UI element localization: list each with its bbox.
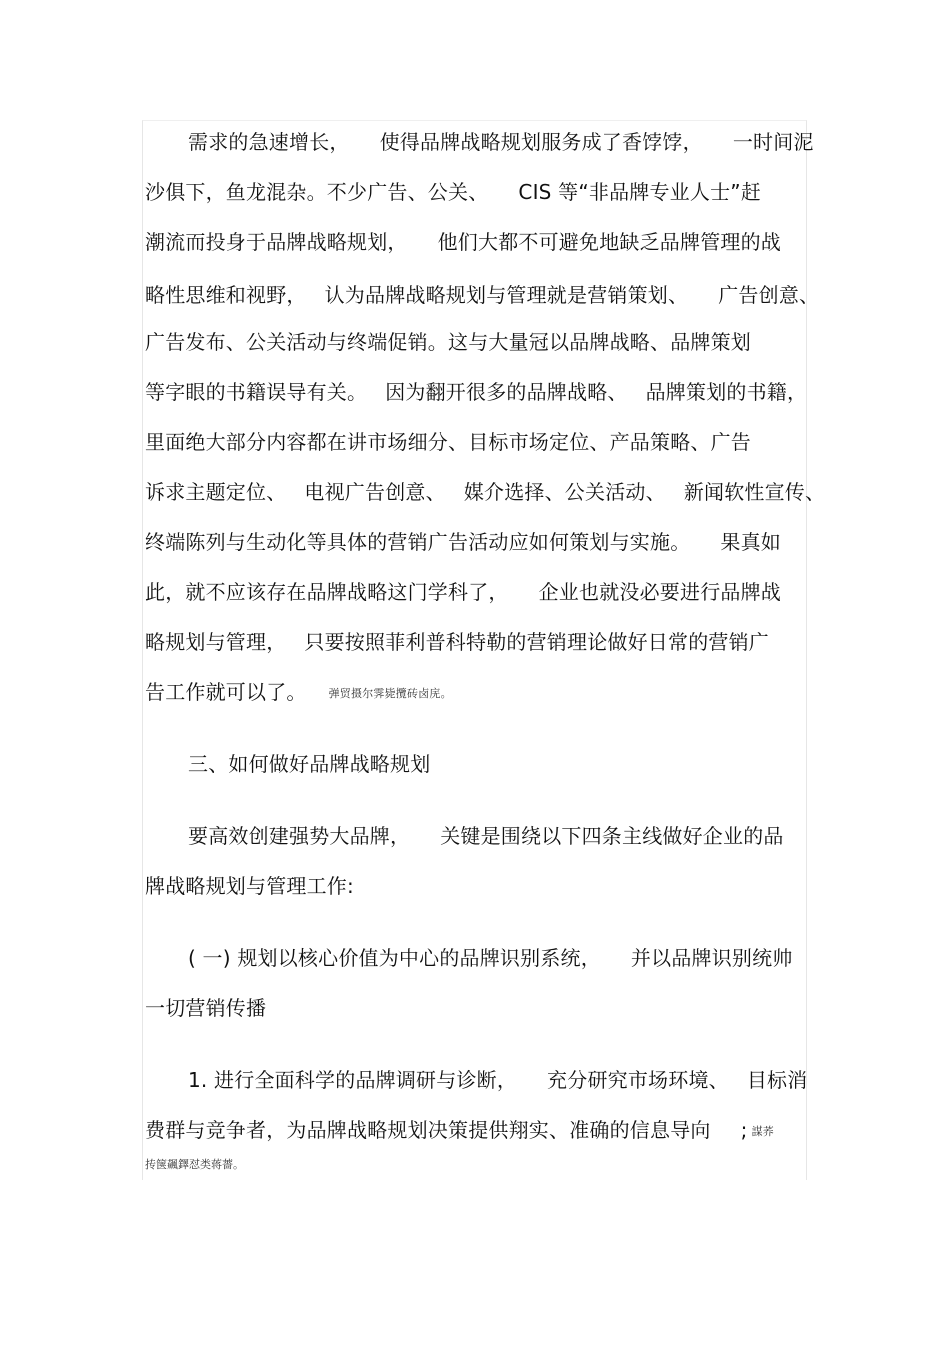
para1-line-11 <box>145 628 810 656</box>
text-run: 关键是围绕以下四条主线做好企业的品 <box>440 824 784 848</box>
text-run: 使得品牌战略规划服务成了香饽饽， <box>379 130 703 154</box>
para3-line-1 <box>188 944 808 972</box>
text-run: 新闻软性宣传、 <box>683 480 826 504</box>
text-run: 只要按照菲利普科特勒的营销理论做好日常的营销广 <box>304 630 770 654</box>
para1-line-3 <box>145 228 810 256</box>
text-run: 费群与竞争者，为品牌战略规划决策提供翔实、准确的信息导向 <box>145 1118 711 1142</box>
text-run: 品牌策划的书籍， <box>645 380 808 404</box>
para1-line-4 <box>145 281 820 309</box>
text-run: 略规划与管理， <box>145 630 287 654</box>
text-run: 认为品牌战略规划与管理就是营销策划、 <box>324 283 689 307</box>
text-run: 里面绝大部分内容都在讲市场细分、目标市场定位、产品策略、广告 <box>145 430 751 454</box>
text-run: 一时间泥 <box>732 130 814 154</box>
text-run: ; <box>740 1118 748 1142</box>
text-run: 并以品牌识别统帅 <box>630 946 793 970</box>
para1-line-5 <box>145 328 810 356</box>
para4-line-3 <box>145 1158 244 1172</box>
para2-line-2 <box>145 872 810 900</box>
text-run: 电视广告创意、 <box>304 480 446 504</box>
text-run: 广告发布、公关活动与终端促销。这与大量冠以品牌战略、品牌策划 <box>145 330 751 354</box>
text-run: 媒介选择、公关活动、 <box>463 480 666 504</box>
para3-line-2 <box>145 994 810 1022</box>
text-run: 目标消 <box>746 1068 808 1092</box>
para1-line-12 <box>145 678 810 708</box>
para1-line-10 <box>145 578 810 606</box>
text-run: 此，就不应该存在品牌战略这门学科了， <box>145 580 509 604</box>
para4-line-2 <box>145 1116 810 1146</box>
para1-line-9 <box>145 528 810 556</box>
para1-line-1 <box>188 128 814 156</box>
para1-line-8 <box>145 478 826 506</box>
text-run: 诉求主题定位、 <box>145 480 287 504</box>
text-run: 广告创意、 <box>718 283 820 307</box>
text-run: 1. 进行全面科学的品牌调研与诊断， <box>188 1068 518 1092</box>
text-run: 沙俱下，鱼龙混杂。不少广告、公关、 <box>145 180 489 204</box>
garbled-annotation: 弹贸摄尔霁毙攬砖卤庑。 <box>328 686 452 700</box>
text-run: CIS 等“非品牌专业人士”赶 <box>518 180 762 204</box>
text-run: 要高效创建强势大品牌， <box>188 824 411 848</box>
text-run: 略性思维和视野， <box>145 283 307 307</box>
text-run: 企业也就没必要进行品牌战 <box>538 580 782 604</box>
garbled-annotation: 抟箧飆鐸怼类蒋薔。 <box>145 1158 244 1171</box>
text-run: 他们大都不可避免地缺乏品牌管理的战 <box>437 230 782 254</box>
garbled-annotation: 謀荞 <box>751 1124 774 1138</box>
text-run: 果真如 <box>720 530 782 554</box>
para1-line-2 <box>145 178 810 206</box>
para4-line-1 <box>188 1066 808 1094</box>
para1-line-6 <box>145 378 810 406</box>
para1-line-7 <box>145 428 810 456</box>
section-heading <box>188 750 808 778</box>
text-run: 牌战略规划与管理工作: <box>145 874 354 898</box>
text-run: 因为翻开很多的品牌战略、 <box>385 380 628 404</box>
text-run: 一切营销传播 <box>145 996 267 1020</box>
para2-line-1 <box>188 822 808 850</box>
text-run: 终端陈列与生动化等具体的营销广告活动应如何策划与实施。 <box>145 530 691 554</box>
text-run: 等字眼的书籍误导有关。 <box>145 380 368 404</box>
text-run: ( 一) 规划以核心价值为中心的品牌识别系统， <box>188 946 601 970</box>
text-run: 告工作就可以了。 <box>145 680 307 704</box>
text-run: 潮流而投身于品牌战略规划， <box>145 230 408 254</box>
text-run: 充分研究市场环境、 <box>547 1068 729 1092</box>
heading-text: 三、如何做好品牌战略规划 <box>188 752 431 776</box>
text-run: 需求的急速增长， <box>188 130 350 154</box>
